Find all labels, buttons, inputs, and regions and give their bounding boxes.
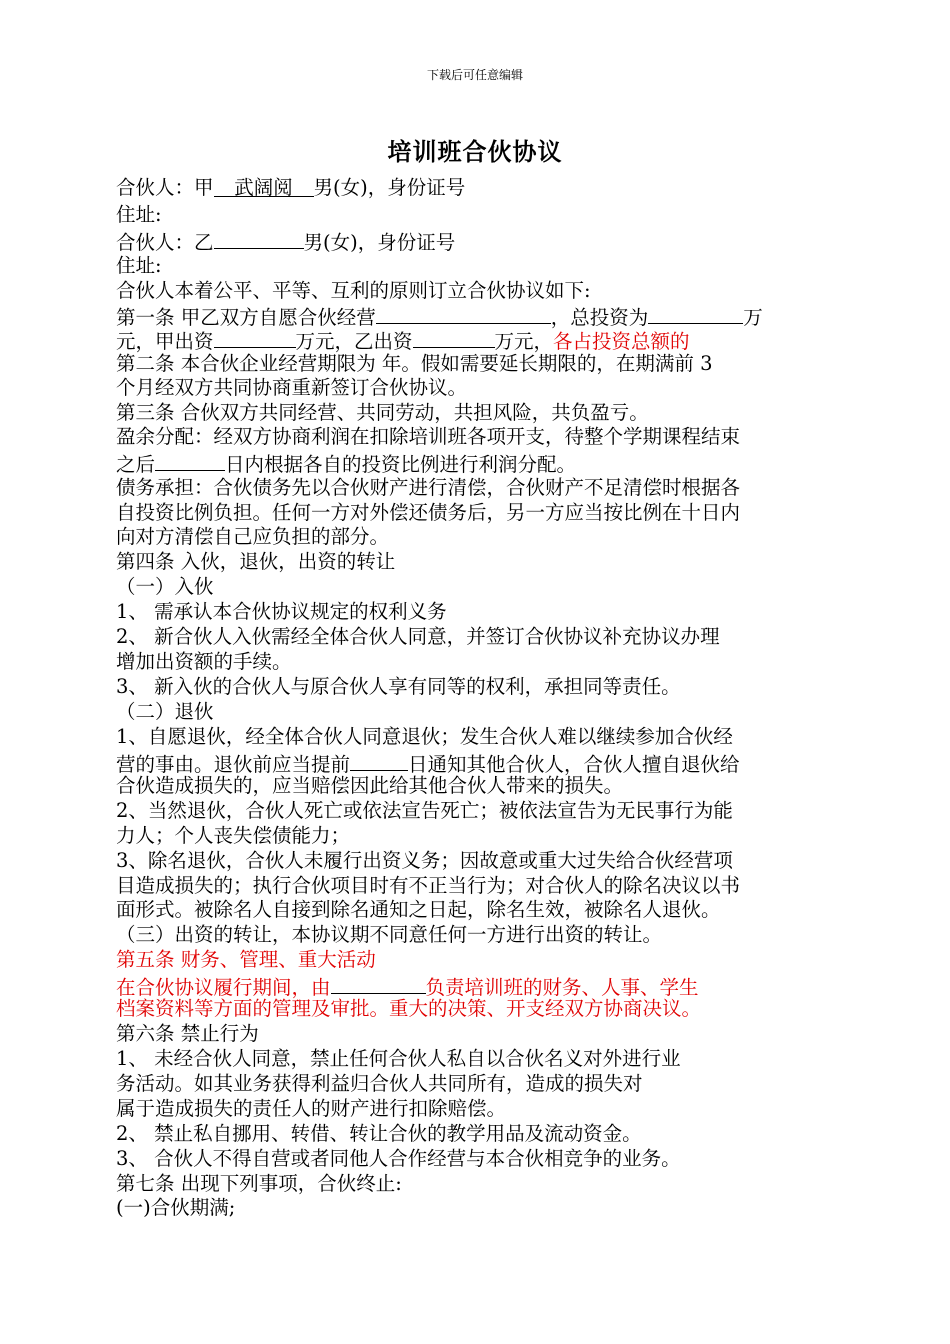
text-run: 之后 xyxy=(116,453,156,476)
blank-field xyxy=(331,973,426,994)
text-line: 2、 禁止私自挪用、转借、转让合伙的教学用品及流动资金。 xyxy=(116,1122,642,1145)
text-line: 力人；个人丧失偿债能力； xyxy=(116,824,351,847)
text-line: 面形式。被除名人自接到除名通知之日起，除名生效，被除名人退伙。 xyxy=(116,898,721,921)
text-line: (一)合伙期满; xyxy=(116,1196,236,1219)
text-line: 3、 新入伙的合伙人与原合伙人享有同等的权利，承担同等责任。 xyxy=(116,675,681,698)
text-line: 合伙造成损失的，应当赔偿因此给其他合伙人带来的损失。 xyxy=(116,774,624,797)
text-line: 2、 新合伙人入伙需经全体合伙人同意，并签订合伙协议补充协议办理 xyxy=(116,625,720,648)
text-line: （二）退伙 xyxy=(116,700,214,723)
blank-field xyxy=(350,750,408,771)
text-line: 目造成损失的；执行合伙项目时有不正当行为；对合伙人的除名决议以书 xyxy=(116,874,741,897)
red-text: 各占投资总额的 xyxy=(553,330,690,353)
text-line: 属于造成损失的责任人的财产进行扣除赔偿。 xyxy=(116,1097,507,1120)
text-run: 万元， xyxy=(494,330,554,353)
text-line: 住址: xyxy=(116,254,162,277)
text-run: 日通知其他合伙人，合伙人擅自退伙给 xyxy=(408,753,740,776)
blank-field xyxy=(376,303,551,324)
text-line: 第七条 出现下列事项，合伙终止: xyxy=(116,1172,402,1195)
text-run: 万元，乙出资 xyxy=(295,330,413,353)
text-run: 第一条 甲乙双方自愿合伙经营 xyxy=(116,306,376,329)
text-run: 合伙人：甲 xyxy=(116,176,214,199)
text-run: 元，甲出资 xyxy=(116,330,214,353)
red-text: 第五条 财务、管理、重大活动 xyxy=(116,948,376,971)
blank-field xyxy=(155,450,225,471)
text-line xyxy=(116,948,376,972)
text-line xyxy=(116,997,701,1021)
text-line xyxy=(116,750,740,777)
text-line xyxy=(116,176,465,200)
text-run: 日内根据各自的投资比例进行利润分配。 xyxy=(225,453,577,476)
blank-field xyxy=(214,228,304,249)
text-line: 第四条 入伙，退伙，出资的转让 xyxy=(116,550,396,573)
page-header: 下载后可任意编辑 xyxy=(426,68,523,82)
document-title: 培训班合伙协议 xyxy=(387,137,563,166)
text-line: 增加出资额的手续。 xyxy=(116,650,292,673)
text-line: 个月经双方共同协商重新签订合伙协议。 xyxy=(116,376,468,399)
text-line: 住址: xyxy=(116,203,162,226)
text-line: 向对方清偿自己应负担的部分。 xyxy=(116,525,390,548)
text-run: 男(女)，身份证号 xyxy=(313,176,466,199)
text-run: ，总投资为 xyxy=(550,306,649,329)
text-line: （三）出资的转让，本协议期不同意任何一方进行出资的转让。 xyxy=(116,923,663,946)
text-run: 万 xyxy=(743,306,763,329)
text-run: 男(女)，身份证号 xyxy=(303,231,456,254)
text-line: 3、 合伙人不得自营或者同他人合作经营与本合伙相竞争的业务。 xyxy=(116,1147,681,1170)
text-line: 务活动。如其业务获得利益归合伙人共同所有，造成的损失对 xyxy=(116,1072,643,1095)
text-line: （一）入伙 xyxy=(116,575,214,598)
text-line: 盈余分配：经双方协商利润在扣除培训班各项开支，待整个学期课程结束 xyxy=(116,425,741,448)
text-line: 第二条 本合伙企业经营期限为 年。假如需要延长期限的，在期满前 3 xyxy=(116,352,713,375)
blank-field xyxy=(413,327,495,348)
text-line: 债务承担：合伙债务先以合伙财产进行清偿，合伙财产不足清偿时根据各 xyxy=(116,476,741,499)
filled-field: 武阔阅 xyxy=(214,176,314,197)
red-text: 档案资料等方面的管理及审批。重大的决策、开支经双方协商决议。 xyxy=(116,997,702,1020)
text-line xyxy=(116,450,576,477)
text-run: 合伙人：乙 xyxy=(116,231,214,254)
text-run: 在合伙协议履行期间，由 xyxy=(116,976,331,999)
text-line: 1、自愿退伙，经全体合伙人同意退伙；发生合伙人难以继续参加合伙经 xyxy=(116,725,733,748)
text-run: 营的事由。退伙前应当提前 xyxy=(116,753,351,776)
text-line: 合伙人本着公平、平等、互利的原则订立合伙协议如下: xyxy=(116,279,591,302)
text-line xyxy=(116,228,455,255)
text-line: 1、 未经合伙人同意，禁止任何合伙人私自以合伙名义对外进行业 xyxy=(116,1047,681,1070)
text-line: 3、除名退伙，合伙人未履行出资义务；因故意或重大过失给合伙经营项 xyxy=(116,849,733,872)
text-line: 1、 需承认本合伙协议规定的权利义务 xyxy=(116,600,447,623)
blank-field xyxy=(648,303,743,324)
text-line xyxy=(116,303,763,330)
text-line: 自投资比例负担。任何一方对外偿还债务后，另一方应当按比例在十日内 xyxy=(116,501,741,524)
blank-field xyxy=(214,327,296,348)
text-line xyxy=(116,973,699,1000)
text-line: 第三条 合伙双方共同经营、共同劳动，共担风险，共负盈亏。 xyxy=(116,401,649,424)
text-line xyxy=(116,327,690,354)
text-run: 负责培训班的财务、人事、学生 xyxy=(425,976,699,999)
text-line: 第六条 禁止行为 xyxy=(116,1022,259,1045)
text-line: 2、当然退伙，合伙人死亡或依法宣告死亡；被依法宣告为无民事行为能 xyxy=(116,799,733,822)
